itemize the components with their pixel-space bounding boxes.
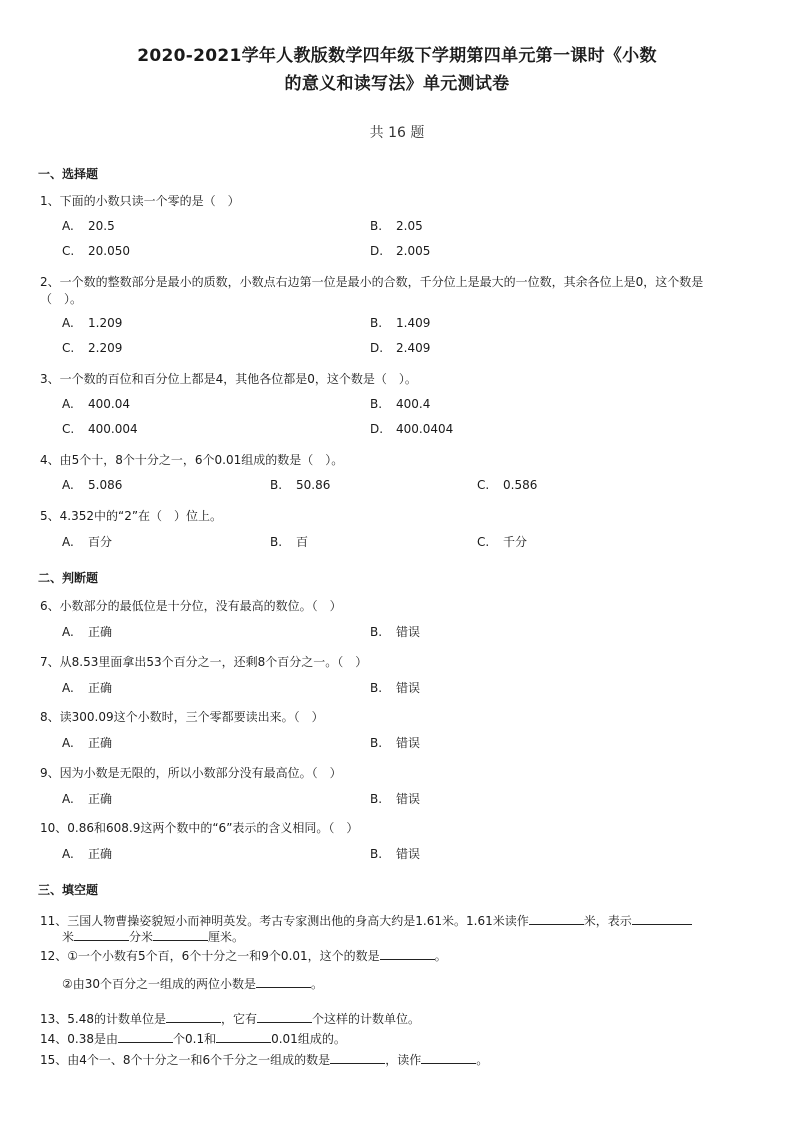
- q8-option-b[interactable]: [370, 734, 420, 751]
- option-letter: D.: [370, 422, 384, 436]
- option-letter: A.: [62, 316, 74, 330]
- question-5: 5、4.352中的“2”在（ ）位上。: [40, 509, 223, 523]
- q5-option-b[interactable]: [270, 533, 308, 550]
- option-letter: C.: [62, 341, 75, 355]
- q15-blank-2[interactable]: [421, 1051, 476, 1064]
- option-text: 正确: [88, 681, 113, 695]
- option-letter: D.: [370, 244, 384, 258]
- question-12: [40, 947, 447, 965]
- question-2: 2、一个数的整数部分是最小的质数，小数点右边第一位是最小的合数，千分位上是最大的一位数，其余各位上是0，这个数是（ ）。: [40, 275, 704, 306]
- option-text: 2.409: [396, 341, 431, 355]
- q11-text: 厘米。: [208, 930, 245, 944]
- option-letter: B.: [370, 792, 383, 806]
- option-text: 正确: [88, 792, 113, 806]
- q11-blank-3[interactable]: [74, 928, 129, 941]
- q13-blank-1[interactable]: [166, 1010, 221, 1023]
- q1-option-b[interactable]: [370, 219, 423, 233]
- option-letter: A.: [62, 847, 74, 861]
- option-text: 400.004: [88, 422, 138, 436]
- option-letter: B.: [370, 316, 383, 330]
- q6-option-a[interactable]: [62, 623, 112, 640]
- q5-option-c[interactable]: [477, 533, 527, 550]
- question-7: 7、从8.53里面拿出53个百分之一，还剩8个百分之一。（ ）: [40, 655, 368, 669]
- option-text: 错误: [396, 681, 421, 695]
- q15-text: 。: [476, 1053, 489, 1067]
- option-text: 错误: [396, 792, 421, 806]
- q14-text: 14、0.38是由: [40, 1032, 118, 1046]
- option-text: 2.209: [88, 341, 123, 355]
- option-letter: A.: [62, 535, 74, 549]
- option-text: 千分: [503, 535, 528, 549]
- question-15: [40, 1051, 488, 1069]
- q7-option-a[interactable]: [62, 679, 112, 696]
- question-1: 1、下面的小数只读一个零的是（ ）: [40, 194, 240, 208]
- doc-title-line2: 的意义和读写法》单元测试卷: [284, 74, 510, 94]
- option-text: 正确: [88, 736, 113, 750]
- option-text: 2.005: [396, 244, 431, 258]
- section-choice-heading: 一、选择题: [38, 167, 99, 181]
- question-6: 6、小数部分的最低位是十分位，没有最高的数位。（ ）: [40, 599, 342, 613]
- option-letter: D.: [370, 341, 384, 355]
- q13-text: ，它有: [221, 1012, 258, 1026]
- q3-option-a[interactable]: [62, 397, 130, 411]
- q9-option-a[interactable]: [62, 790, 112, 807]
- q14-text: 个0.1和: [173, 1032, 217, 1046]
- option-text: 百分: [88, 535, 113, 549]
- option-letter: B.: [270, 478, 283, 492]
- option-letter: C.: [477, 535, 490, 549]
- question-11-line2: [62, 928, 244, 946]
- option-text: 400.0404: [396, 422, 454, 436]
- question-count: 共 16 题: [369, 125, 425, 141]
- option-text: 2.05: [396, 219, 423, 233]
- q13-text: 13、5.48的计数单位是: [40, 1012, 166, 1026]
- question-8: 8、读300.09这个小数时，三个零都要读出来。（ ）: [40, 710, 324, 724]
- q11-text: 分米: [129, 930, 154, 944]
- q3-option-d[interactable]: [370, 422, 453, 436]
- q1-option-c[interactable]: [62, 244, 130, 258]
- option-letter: A.: [62, 681, 74, 695]
- q15-text: 15、由4个一、8个十分之一和6个千分之一组成的数是: [40, 1053, 331, 1067]
- option-letter: A.: [62, 792, 74, 806]
- q11-text: 米: [62, 930, 75, 944]
- option-text: 400.04: [88, 397, 130, 411]
- q10-option-b[interactable]: [370, 845, 420, 862]
- q4-option-a[interactable]: [62, 478, 122, 492]
- section-judge-heading: 二、判断题: [38, 571, 99, 585]
- option-text: 0.586: [503, 478, 538, 492]
- q10-option-a[interactable]: [62, 845, 112, 862]
- q15-text: ，读作: [385, 1053, 422, 1067]
- q11-text: 11、三国人物曹操姿貌短小而神明英发。考古专家测出他的身高大约是1.61米。1.61米读作: [40, 914, 529, 928]
- q1-option-d[interactable]: [370, 244, 430, 258]
- option-text: 50.86: [296, 478, 331, 492]
- option-letter: B.: [370, 681, 383, 695]
- option-text: 错误: [396, 847, 421, 861]
- q11-blank-2[interactable]: [632, 912, 692, 925]
- section-fill-heading: 三、填空题: [38, 883, 99, 897]
- option-text: 20.5: [88, 219, 115, 233]
- q12-text: 。: [311, 977, 324, 991]
- question-4: 4、由5个十，8个十分之一，6个0.01组成的数是（ ）。: [40, 453, 344, 467]
- q2-option-c[interactable]: [62, 341, 122, 355]
- option-letter: B.: [370, 625, 383, 639]
- q11-text: 米，表示: [583, 914, 632, 928]
- q2-option-d[interactable]: [370, 341, 430, 355]
- option-letter: B.: [370, 397, 383, 411]
- q8-option-a[interactable]: [62, 734, 112, 751]
- option-letter: C.: [62, 422, 75, 436]
- q5-option-a[interactable]: [62, 533, 112, 550]
- option-letter: B.: [370, 736, 383, 750]
- q12-text: ②由30个百分之一组成的两位小数是: [62, 977, 257, 991]
- option-letter: C.: [62, 244, 75, 258]
- q6-option-b[interactable]: [370, 623, 420, 640]
- option-letter: A.: [62, 625, 74, 639]
- q13-blank-2[interactable]: [257, 1010, 312, 1023]
- q12-blank-1[interactable]: [380, 947, 435, 960]
- q3-option-b[interactable]: [370, 397, 430, 411]
- q11-blank-1[interactable]: [529, 912, 584, 925]
- q13-text: 个这样的计数单位。: [312, 1012, 421, 1026]
- question-14: [40, 1030, 346, 1048]
- option-text: 正确: [88, 625, 113, 639]
- q11-blank-4[interactable]: [153, 928, 208, 941]
- q15-blank-1[interactable]: [330, 1051, 385, 1064]
- option-letter: B.: [370, 219, 383, 233]
- question-3: 3、一个数的百位和百分位上都是4，其他各位都是0，这个数是（ ）。: [40, 372, 417, 386]
- option-text: 1.209: [88, 316, 123, 330]
- option-text: 20.050: [88, 244, 130, 258]
- option-letter: A.: [62, 219, 74, 233]
- q7-option-b[interactable]: [370, 679, 420, 696]
- option-letter: A.: [62, 478, 74, 492]
- q12-text: 。: [434, 949, 447, 963]
- question-13: [40, 1010, 420, 1028]
- q9-option-b[interactable]: [370, 790, 420, 807]
- question-10: 10、0.86和608.9这两个数中的“6”表示的含义相同。（ ）: [40, 821, 359, 835]
- q12-text: 12、①一个小数有5个百，6个十分之一和9个0.01，这个的数是: [40, 949, 380, 963]
- option-text: 百: [296, 535, 309, 549]
- q4-option-b[interactable]: [270, 478, 330, 492]
- option-text: 5.086: [88, 478, 123, 492]
- q14-text: 0.01组成的。: [271, 1032, 346, 1046]
- option-letter: B.: [270, 535, 283, 549]
- option-text: 正确: [88, 847, 113, 861]
- option-text: 错误: [396, 736, 421, 750]
- option-letter: B.: [370, 847, 383, 861]
- question-9: 9、因为小数是无限的，所以小数部分没有最高位。（ ）: [40, 766, 342, 780]
- option-letter: A.: [62, 736, 74, 750]
- option-letter: C.: [477, 478, 490, 492]
- option-letter: A.: [62, 397, 74, 411]
- q1-option-a[interactable]: [62, 219, 115, 233]
- question-12-sub: [62, 975, 323, 993]
- q14-blank-1[interactable]: [118, 1030, 173, 1043]
- q4-option-c[interactable]: [477, 478, 537, 492]
- option-text: 400.4: [396, 397, 431, 411]
- q2-option-b[interactable]: [370, 316, 430, 330]
- option-text: 1.409: [396, 316, 431, 330]
- q2-option-a[interactable]: [62, 316, 122, 330]
- option-text: 错误: [396, 625, 421, 639]
- doc-title-line1: 2020-2021学年人教版数学四年级下学期第四单元第一课时《小数: [137, 46, 657, 66]
- q14-blank-2[interactable]: [216, 1030, 271, 1043]
- q12-blank-2[interactable]: [256, 975, 311, 988]
- q3-option-c[interactable]: [62, 422, 138, 436]
